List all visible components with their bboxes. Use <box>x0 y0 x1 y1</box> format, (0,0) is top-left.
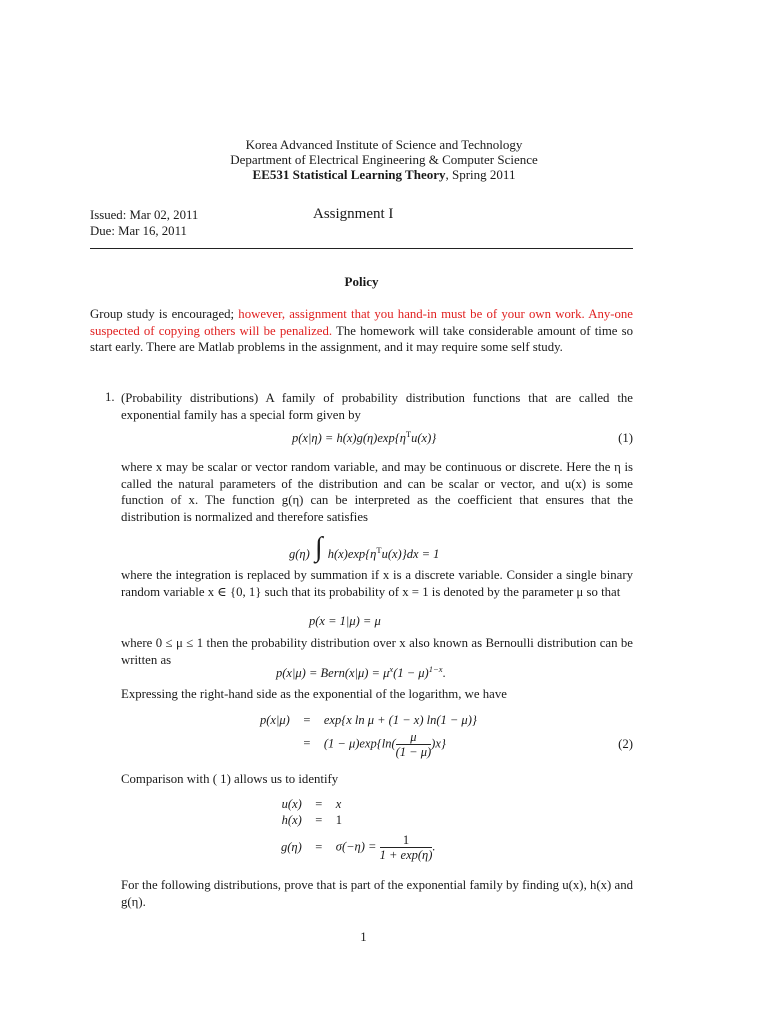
eq2-fraction-den: (1 − μ) <box>395 745 432 759</box>
id-row-u-rhs: x <box>335 796 342 811</box>
issued-date: Issued: Mar 02, 2011 <box>90 208 199 222</box>
eq2-fraction <box>396 730 432 759</box>
problem-intro: (Probability distributions) A family of probability distribution functions that are called the exponential family has a special form given by <box>121 391 633 422</box>
problem-para-5: Expressing the right-hand side as the exponential of the logarithm, we have <box>121 687 507 701</box>
institution-name: Korea Advanced Institute of Science and Technology <box>245 137 523 152</box>
course-line <box>0 167 768 182</box>
problem-para-3: where the integration is replaced by summation if x is a discrete variable. Consider a single binary random variable x ∈ {0, 1} such that its probability of x = 1 is denoted by the parameter μ so that <box>121 568 633 599</box>
problem-number: 1. <box>105 390 115 404</box>
due-date: Due: Mar 16, 2011 <box>90 224 187 238</box>
id-row-h-rhs: 1 <box>335 812 343 827</box>
eq2-lhs: p(x|μ) <box>260 712 290 727</box>
equation-2-table <box>256 712 481 759</box>
eq2-fraction-num: μ <box>396 730 432 745</box>
id-row-g-op: = <box>315 839 323 854</box>
equation-1 <box>292 431 436 446</box>
bern-sup1: x <box>389 664 394 674</box>
policy-text-start: Group study is encouraged; <box>90 307 239 321</box>
eq2-row1: exp{x ln μ + (1 − x) ln(1 − μ)} <box>323 712 477 727</box>
id-row-u-lhs: u(x) <box>281 796 302 811</box>
id-row-h-op: = <box>315 812 323 827</box>
policy-heading: Policy <box>344 274 379 289</box>
equation-1-number: (1) <box>618 431 633 445</box>
policy-text <box>90 306 633 356</box>
header-rule <box>90 248 633 249</box>
policy-warning: however, assignment that you hand-in must be of your own work. Any-one suspected of copying others will be penalized. <box>90 307 633 338</box>
bern-end: . <box>442 666 446 680</box>
id-row-u-op: = <box>315 796 323 811</box>
probability-equation: p(x = 1|μ) = μ <box>309 614 381 628</box>
identification-block <box>277 796 440 866</box>
problem-para-2: where x may be scalar or vector random variable, and may be continuous or discrete. Here the η is called the natural parameters of the distribution and can be scalar or vector, and u(x) is some function of x. The function g(η) can be interpreted as the coefficient that ensures that the distribution is normalized and therefore satisfies <box>121 460 633 524</box>
eq-norm-end: u(x)}dx = 1 <box>381 547 440 561</box>
problem-para-7: For the following distributions, prove that is part of the exponential family by finding u(x), h(x) and g(η). <box>121 878 633 909</box>
equation-2 <box>256 712 481 759</box>
eq2-row2-b: )x} <box>431 736 446 751</box>
id-row-g-lhs: g(η) <box>281 839 302 854</box>
g-fraction-num: 1 <box>380 833 433 848</box>
eq2-equals-2: = <box>303 736 311 750</box>
bernoulli-equation <box>276 666 446 681</box>
course-title: EE531 Statistical Learning Theory <box>252 167 446 182</box>
id-row-h-lhs: h(x) <box>281 812 302 827</box>
id-row-g-rhs-text: σ(−η) = <box>335 838 377 853</box>
eq1-sup: T <box>405 429 412 439</box>
g-fraction <box>379 832 436 862</box>
normalization-equation <box>289 528 440 563</box>
assignment-title: Assignment I <box>313 206 394 222</box>
eq1-end: u(x)} <box>411 431 437 445</box>
eq-norm-g: g(η) <box>289 547 310 561</box>
eq-norm-sup: T <box>376 545 382 555</box>
policy-text-end: The homework will take considerable amount of time so start early. There are Matlab problems in the assignment, and it may require some self study. <box>90 323 633 354</box>
g-fraction-den: 1 + exp(η) <box>379 847 433 862</box>
page-number: 1 <box>360 930 367 944</box>
course-term: , Spring 2011 <box>445 167 516 182</box>
eq2-row2 <box>320 728 481 759</box>
g-end: . <box>432 838 436 853</box>
equation-2-number: (2) <box>618 737 633 751</box>
eq2-row2-a: (1 − μ)exp{ln( <box>323 736 396 751</box>
bern-mid: (1 − μ) <box>393 666 429 680</box>
problem-para-4: where 0 ≤ μ ≤ 1 then the probability distribution over x also known as Bernoulli distribution can be written as <box>121 636 633 667</box>
department-name: Department of Electrical Engineering & Computer Science <box>230 152 538 167</box>
eq2-equals-1: = <box>303 712 311 727</box>
eq-norm-body: h(x)exp{η <box>327 547 377 561</box>
id-row-g-rhs <box>332 828 440 866</box>
identification-table <box>277 796 440 866</box>
bern-main: p(x|μ) = Bern(x|μ) = μ <box>276 666 390 680</box>
integral-sign: ∫ <box>314 532 323 563</box>
problem-para-6: Comparison with ( 1) allows us to identify <box>121 772 339 786</box>
bern-sup2: 1−x <box>428 664 443 674</box>
eq1-main: p(x|η) = h(x)g(η)exp{η <box>292 431 406 445</box>
